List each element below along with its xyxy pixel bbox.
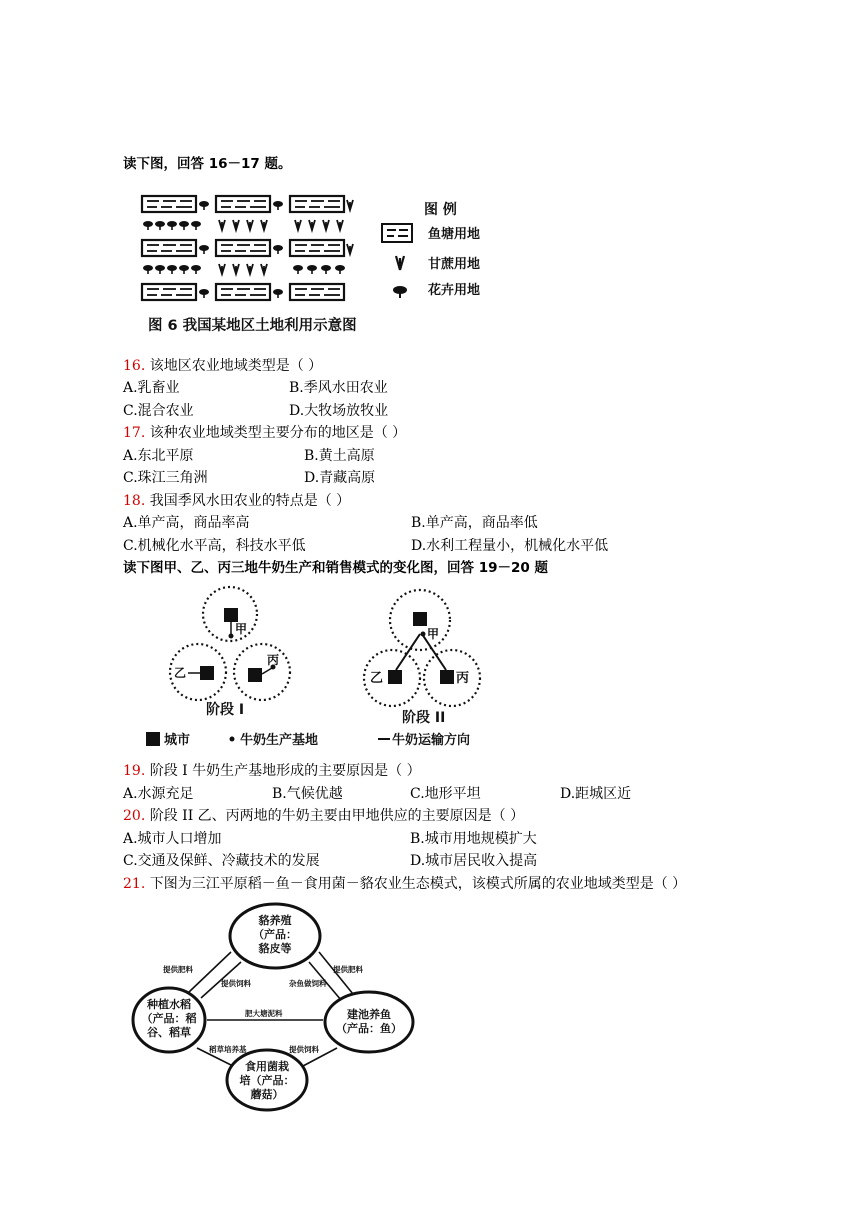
figure-6-caption: 图 6 我国某地区土地利用示意图 <box>148 318 357 334</box>
stage1-label: 阶段 I <box>206 702 245 718</box>
sugarcane-plot <box>219 220 225 230</box>
stage1-yi-city <box>200 666 214 680</box>
q19-option-a[interactable]: A.水源充足 <box>123 786 194 802</box>
label-provide-fertilizer-right: 提供肥料 <box>333 965 363 974</box>
stage1-yi-label: 乙 <box>174 666 187 680</box>
land-use-figure <box>138 190 498 340</box>
question-stem: 阶段 I 牛奶生产基地形成的主要原因是（ ） <box>149 763 421 779</box>
flower-plot <box>167 265 177 274</box>
sugarcane-plot <box>219 264 225 274</box>
sugarcane-plot <box>337 220 343 230</box>
q16-option-c[interactable]: C.混合农业 <box>123 403 194 419</box>
flower-plot <box>199 245 209 254</box>
fish-pond-plot <box>216 196 270 212</box>
fish-pond-plot <box>142 196 196 212</box>
q16-option-d[interactable]: D.大牧场放牧业 <box>289 403 389 419</box>
q19-option-d[interactable]: D.距城区近 <box>560 786 632 802</box>
flower-plot <box>155 221 165 230</box>
flower-plot <box>335 265 345 274</box>
stage1-jia-label: 甲 <box>235 622 248 636</box>
sugarcane-plot <box>347 244 353 254</box>
question-17 <box>123 424 406 442</box>
legend-city-icon <box>146 732 160 746</box>
stage2-label: 阶段 II <box>402 710 446 726</box>
flower-plot <box>273 245 283 254</box>
q17-option-a[interactable]: A.东北平原 <box>123 448 194 464</box>
q18-option-c[interactable]: C.机械化水平高，科技水平低 <box>123 538 306 554</box>
question-stem: 该地区农业地域类型是（ ） <box>149 358 323 374</box>
stage2-bing-city <box>440 670 454 684</box>
node-rice-line2: （产品：稻 <box>141 1012 197 1025</box>
sugarcane-plot <box>261 220 267 230</box>
q19-option-b[interactable]: B.气候优越 <box>272 786 343 802</box>
flower-plot <box>273 289 283 298</box>
flower-plot <box>199 201 209 210</box>
flower-plot <box>321 265 331 274</box>
question-number: 19. <box>123 763 146 779</box>
question-stem: 我国季风水田农业的特点是（ ） <box>149 493 351 509</box>
stage1-bing-label: 丙 <box>267 653 280 667</box>
eco-model-figure <box>127 900 427 1115</box>
sugarcane-plot <box>233 220 239 230</box>
stage1-jia-city <box>224 608 238 622</box>
question-number: 18. <box>123 493 146 509</box>
fish-pond-plot <box>142 284 196 300</box>
label-provide-feed: 提供饲料 <box>221 979 251 988</box>
stage1-bing-city <box>248 668 262 682</box>
flower-plot <box>273 201 283 210</box>
legend-flower-icon <box>393 286 407 298</box>
question-number: 17. <box>123 425 146 441</box>
q16-option-b[interactable]: B.季风水田农业 <box>289 380 388 396</box>
q17-option-b[interactable]: B.黄土高原 <box>304 448 375 464</box>
sugarcane-plot <box>347 200 353 210</box>
label-fish-as-feed: 杂鱼做饲料 <box>289 979 327 988</box>
fish-pond-plot <box>216 284 270 300</box>
fish-pond-plot <box>142 240 196 256</box>
fish-pond-plot <box>216 240 270 256</box>
q20-option-d[interactable]: D.城市居民收入提高 <box>410 853 538 869</box>
q18-option-d[interactable]: D.水利工程量小，机械化水平低 <box>411 538 609 554</box>
stage2-bing-label: 丙 <box>456 671 470 686</box>
node-rice-line1: 种植水稻 <box>147 998 191 1011</box>
section-intro-19-20: 读下图甲、乙、丙三地牛奶生产和销售模式的变化图，回答 19－20 题 <box>123 560 548 576</box>
legend-base-icon <box>230 737 235 742</box>
question-16 <box>123 357 322 375</box>
stage2-yi-label: 乙 <box>370 671 384 686</box>
land-use-grid <box>142 196 353 300</box>
flower-plot <box>179 221 189 230</box>
node-raccoon-dog-line3: 貉皮等 <box>258 942 292 955</box>
sugarcane-plot <box>233 264 239 274</box>
node-rice-line3: 谷、稻草 <box>147 1026 191 1039</box>
sugarcane-plot <box>295 220 301 230</box>
node-fish-line1: 建池养鱼 <box>347 1008 391 1021</box>
q19-option-c[interactable]: C.地形平坦 <box>410 786 481 802</box>
question-18 <box>123 492 350 510</box>
flower-plot <box>307 265 317 274</box>
flower-plot <box>155 265 165 274</box>
question-20 <box>123 807 524 825</box>
question-21 <box>123 875 686 893</box>
flower-plot <box>293 265 303 274</box>
q16-option-a[interactable]: A.乳畜业 <box>123 380 180 396</box>
question-number: 21. <box>123 876 146 892</box>
question-stem: 阶段 II 乙、丙两地的牛奶主要由甲地供应的主要原因是（ ） <box>149 808 525 824</box>
q20-option-b[interactable]: B.城市用地规模扩大 <box>410 831 537 847</box>
q18-option-a[interactable]: A.单产高，商品率高 <box>123 515 250 531</box>
q18-option-b[interactable]: B.单产高，商品率低 <box>411 515 538 531</box>
flower-plot <box>179 265 189 274</box>
legend-title: 图 例 <box>424 202 457 218</box>
stage2-jia-city <box>413 612 427 626</box>
fish-pond-plot <box>290 284 344 300</box>
q17-option-d[interactable]: D.青藏高原 <box>304 470 376 486</box>
sugarcane-plot <box>247 264 253 274</box>
legend-fish-pond-label: 鱼塘用地 <box>428 227 481 242</box>
flower-plot <box>143 221 153 230</box>
sugarcane-plot <box>247 220 253 230</box>
question-number: 16. <box>123 358 146 374</box>
sugarcane-plot <box>323 220 329 230</box>
flower-plot <box>191 221 201 230</box>
question-number: 20. <box>123 808 146 824</box>
label-provide-feed-bottom: 提供饲料 <box>289 1045 319 1054</box>
fish-pond-plot <box>290 196 344 212</box>
legend-base-label: 牛奶生产基地 <box>240 733 319 748</box>
node-mushroom-line2: 培（产品： <box>239 1074 295 1087</box>
q20-option-a[interactable]: A.城市人口增加 <box>123 831 222 847</box>
legend-transport-label: 牛奶运输方向 <box>392 733 471 748</box>
flower-plot <box>143 265 153 274</box>
q20-option-c[interactable]: C.交通及保鲜、冷藏技术的发展 <box>123 853 320 869</box>
legend-city-label: 城市 <box>164 733 191 748</box>
question-stem: 该种农业地域类型主要分布的地区是（ ） <box>149 425 407 441</box>
sugarcane-plot <box>309 220 315 230</box>
question-19 <box>123 762 421 780</box>
flower-plot <box>199 289 209 298</box>
stage1-jia-base <box>229 634 234 639</box>
legend-fish-pond-icon <box>382 224 412 242</box>
node-fish-line2: （产品：鱼） <box>336 1022 402 1035</box>
node-mushroom-line1: 食用菌栽 <box>245 1060 289 1073</box>
stage2-yi-city <box>388 670 402 684</box>
question-stem: 下图为三江平原稻－鱼－食用菌－貉农业生态模式，该模式所属的农业地域类型是（ ） <box>149 876 687 892</box>
stage2-jia-label: 甲 <box>427 627 440 641</box>
milk-model-figure <box>140 584 520 754</box>
node-mushroom-line3: 蘑菇） <box>250 1088 284 1101</box>
node-raccoon-dog-line2: （产品： <box>253 928 297 941</box>
label-straw-substrate: 稻草培养基 <box>209 1045 247 1054</box>
flower-plot <box>191 265 201 274</box>
legend-sugarcane-label: 甘蔗用地 <box>428 257 481 272</box>
sugarcane-plot <box>261 264 267 274</box>
section-intro-16-17: 读下图，回答 16－17 题。 <box>123 156 292 172</box>
node-raccoon-dog-line1: 貉养殖 <box>258 914 292 927</box>
q17-option-c[interactable]: C.珠江三角洲 <box>123 470 208 486</box>
label-provide-fertilizer-left: 提供肥料 <box>163 965 193 974</box>
label-pond-mud: 肥大塘泥料 <box>245 1009 283 1018</box>
fish-pond-plot <box>290 240 344 256</box>
legend-sugarcane-icon <box>396 256 404 270</box>
flower-plot <box>167 221 177 230</box>
legend-flower-label: 花卉用地 <box>428 283 481 298</box>
